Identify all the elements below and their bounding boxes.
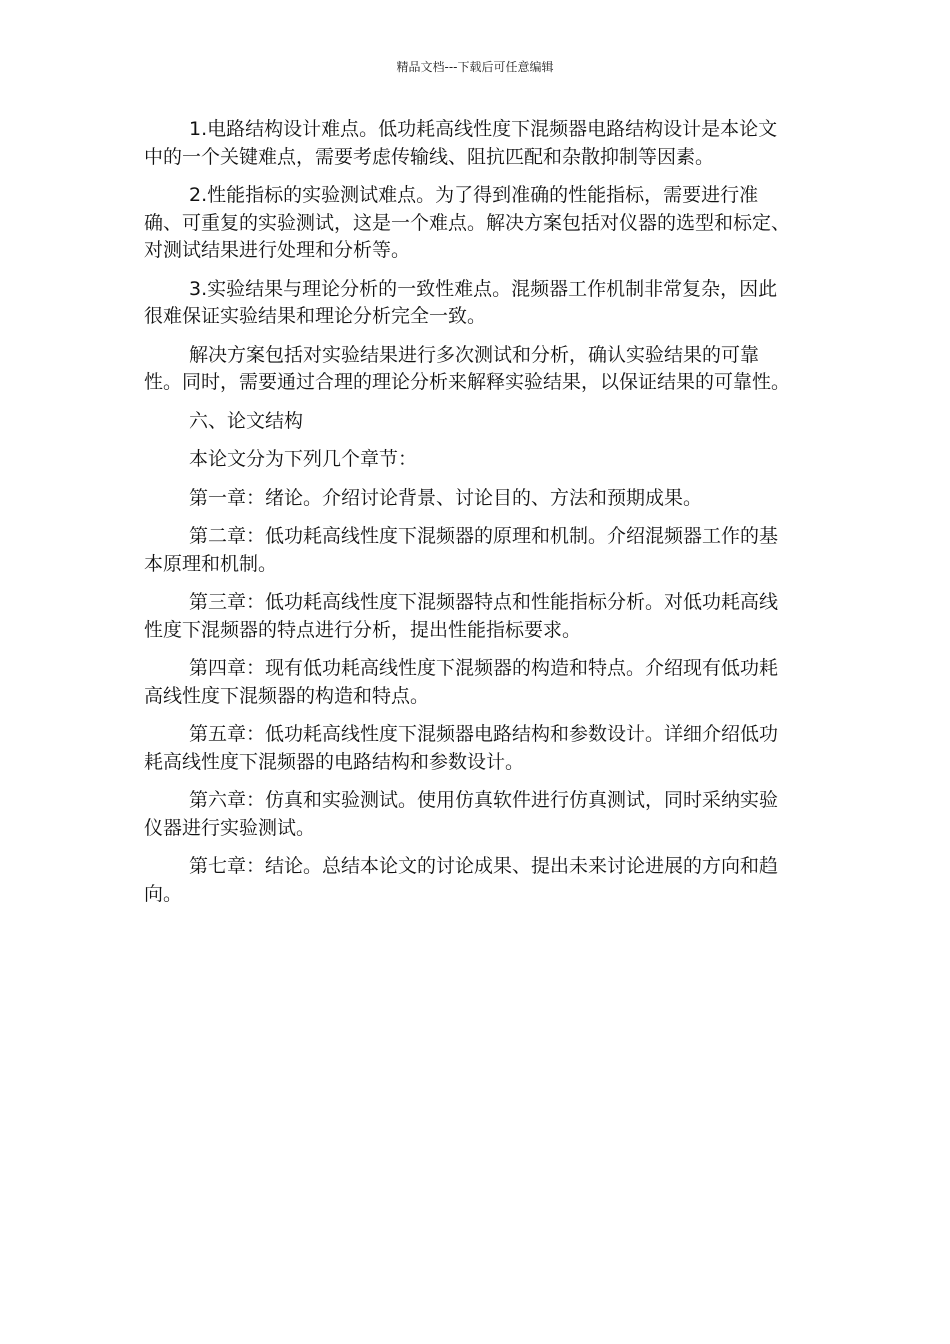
page-header: 精品文档---下载后可任意编辑 <box>396 60 554 74</box>
paragraph-solution: 解决方案包括对实验结果进行多次测试和分析，确认实验结果的可靠性。同时，需要通过合理的理论分析来解释实验结果，以保证结果的可靠性。 <box>144 343 791 393</box>
paragraph-chapter-1: 第一章：绪论。介绍讨论背景、讨论目的、方法和预期成果。 <box>189 486 703 509</box>
paragraph-chapter-4: 第四章：现有低功耗高线性度下混频器的构造和特点。介绍现有低功耗高线性度下混频器的构造和特点。 <box>144 657 779 707</box>
document-body <box>144 116 794 919</box>
paragraph-chapter-6: 第六章：仿真和实验测试。使用仿真软件进行仿真测试，同时采纳实验仪器进行实验测试。 <box>144 789 779 839</box>
paragraph-difficulty-3: 3.实验结果与理论分析的一致性难点。混频器工作机制非常复杂，因此很难保证实验结果和理论分析完全一致。 <box>144 277 778 327</box>
paragraph-chapter-7: 第七章：结论。总结本论文的讨论成果、提出未来讨论进展的方向和趋向。 <box>144 855 779 905</box>
paragraph-chapter-5: 第五章：低功耗高线性度下混频器电路结构和参数设计。详细介绍低功耗高线性度下混频器的电路结构和参数设计。 <box>144 723 779 773</box>
paragraph-difficulty-2: 2.性能指标的实验测试难点。为了得到准确的性能指标，需要进行准确、可重复的实验测试，这是一个难点。解决方案包括对仪器的选型和标定、对测试结果进行处理和分析等。 <box>144 184 791 261</box>
paragraph-chapter-2: 第二章：低功耗高线性度下混频器的原理和机制。介绍混频器工作的基本原理和机制。 <box>144 525 779 575</box>
paragraph-chapter-3: 第三章：低功耗高线性度下混频器特点和性能指标分析。对低功耗高线性度下混频器的特点进行分析，提出性能指标要求。 <box>144 591 779 641</box>
paragraph-difficulty-1: 1.电路结构设计难点。低功耗高线性度下混频器电路结构设计是本论文中的一个关键难点，需要考虑传输线、阻抗匹配和杂散抑制等因素。 <box>144 118 778 168</box>
section-heading-structure: 六、论文结构 <box>189 409 304 432</box>
paragraph-chapter-intro: 本论文分为下列几个章节： <box>189 448 418 470</box>
